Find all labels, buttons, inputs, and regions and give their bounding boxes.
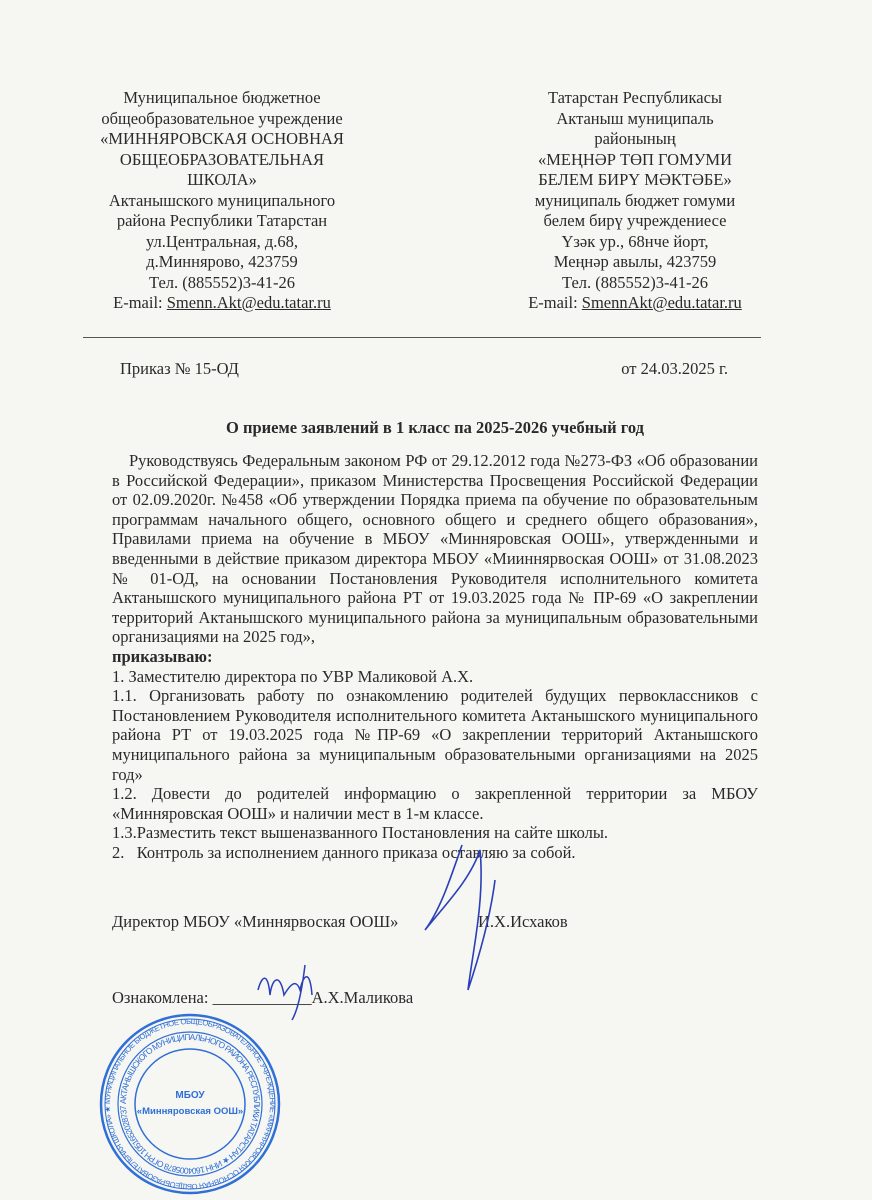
svg-text:МУНИЦИПАЛЬНОЕ БЮДЖЕТНОЕ ОБЩЕОБ [103, 1017, 277, 1191]
header-line: белем бирү учреждениесе [543, 211, 727, 230]
signature-blank: ____________ [212, 988, 312, 1007]
header-line: общеобразовательное учреждение [101, 108, 343, 128]
acquainted-name: А.Х.Маликова [311, 988, 414, 1007]
header-line: Үзәк ур., 68нче йорт, [561, 231, 709, 251]
director-name: И.Х.Исхаков [478, 912, 568, 931]
stamp-inner-text: АКТАНЫШСКОГО МУНИЦИПАЛЬНОГО РАЙОНА РЕСПУБЛИКИ ТАТАРСТАН ★ ИНН 1604005878 ОГРН 1051652028737 [117, 1031, 263, 1177]
header-line: муниципаль бюджет гомуми [534, 190, 736, 210]
acquainted-line [112, 988, 413, 1008]
header-line: «МЕҢНӘР ТӨП ГОМУМИ [537, 149, 733, 169]
header-email-line [72, 293, 372, 314]
director-title: Директор МБОУ «Миннярвоская ООШ» [112, 912, 399, 931]
acquainted-label: Ознакомлена: [112, 988, 213, 1007]
document-body [112, 451, 758, 862]
order-word: приказываю: [112, 646, 213, 666]
order-date: от 24.03.2025 г. [621, 359, 728, 378]
header-line: ШКОЛА» [187, 170, 257, 189]
order-number: Приказ № 15-ОД [120, 359, 239, 378]
document-title: О приеме заявлений в 1 класс па 2025-2026 учебный год [226, 418, 644, 437]
header-divider [83, 337, 761, 338]
email-link[interactable]: Smenn.Akt@edu.tatar.ru [166, 293, 331, 312]
svg-text:АКТАНЫШСКОГО МУНИЦИПАЛЬНОГО РА [118, 1032, 262, 1176]
header-line: ОБЩЕОБРАЗОВАТЕЛЬНАЯ [119, 149, 325, 169]
stamp-center-line2: «Минняровская ООШ» [136, 1106, 244, 1117]
header-left-russian [72, 88, 372, 314]
header-line: районының [594, 129, 676, 148]
header-line: Меңнәр авылы, 423759 [553, 252, 717, 271]
header-line: Тел. (885552)3-41-26 [562, 272, 708, 292]
stamp-center-line1: МБОУ [175, 1090, 205, 1101]
order-item: 2. Контроль за исполнением данного приказа оставляю за собой. [112, 842, 576, 862]
stamp-outer-text: МУНИЦИПАЛЬНОЕ БЮДЖЕТНОЕ ОБЩЕОБРАЗОВАТЕЛЬНОЕ УЧРЕЖДЕНИЕ «МИННЯРОВСКАЯ ОСНОВНАЯ ОБЩЕОБРАЗОВАТЕЛЬНАЯ ШКОЛА» ★ [102, 1016, 278, 1192]
header-line: БЕЛЕМ БИРҮ МӘКТӘБЕ» [538, 170, 732, 189]
header-email-line [485, 293, 785, 314]
email-label: E-mail: [113, 293, 167, 312]
school-stamp [98, 1012, 282, 1196]
header-line: Актаныш муниципаль [556, 108, 714, 128]
preamble-paragraph [112, 451, 758, 667]
header-line: Татарстан Республикасы [548, 88, 722, 107]
header-line: д.Миннярово, 423759 [146, 252, 298, 271]
header-line: района Республики Татарстан [116, 211, 328, 230]
email-link[interactable]: SmennAkt@edu.tatar.ru [581, 293, 742, 312]
header-line: Тел. (885552)3-41-26 [149, 272, 295, 292]
order-item: 1.1. Организовать работу по ознакомлению родителей будущих первоклассников с Постановлением Руководителя исполнительного комитета Актанышского муниципального района РТ от 19.03.2025 года №ПР-69 «О закреплении территорий Актанышского муниципального района за муниципальным образовательными организациями на 2025 год» [112, 686, 758, 784]
header-line: ул.Центральная, д.68, [146, 231, 298, 251]
header-line: Муниципальное бюджетное [123, 88, 321, 107]
order-item: 1.2. Довести до родителей информацию о закрепленной территории за МБОУ «Минняровская ООШ» и наличии мест в 1-м классе. [112, 784, 758, 823]
order-item: 1.3.Разместить текст вышеназванного Постановления на сайте школы. [112, 823, 609, 843]
header-line: Актанышского муниципального [108, 190, 336, 210]
order-item: 1. Заместителю директора по УВР Маликовой А.Х. [112, 666, 474, 686]
header-line: «МИННЯРОВСКАЯ ОСНОВНАЯ [100, 129, 344, 148]
preamble-text: Руководствуясь Федеральным законом РФ от 29.12.2012 года №273-ФЗ «Об образовании в Российской Федерации», приказом Министерства Просвещения Российской Федерации от 02.09.2020г. №458 «Об утверждении Порядка приема па обучение по образовательным программам начального общего, основного общего и среднего общего образования», Правилами приема на обучение в МБОУ «Минняровская ООШ», утвержденными и введенными в действие приказом директора МБОУ «Мииннярвоская ООШ» от 31.08.2023 № 01-ОД, на основании Постановления Руководителя исполнительного комитета Актанышского муниципального района РТ от 19.03.2025 года № ПР-69 «О закреплении территорий Актанышского муниципального района за муниципальным образовательными организациями на 2025 год», [112, 451, 758, 647]
header-right-tatar [485, 88, 785, 314]
email-label: E-mail: [528, 293, 582, 312]
